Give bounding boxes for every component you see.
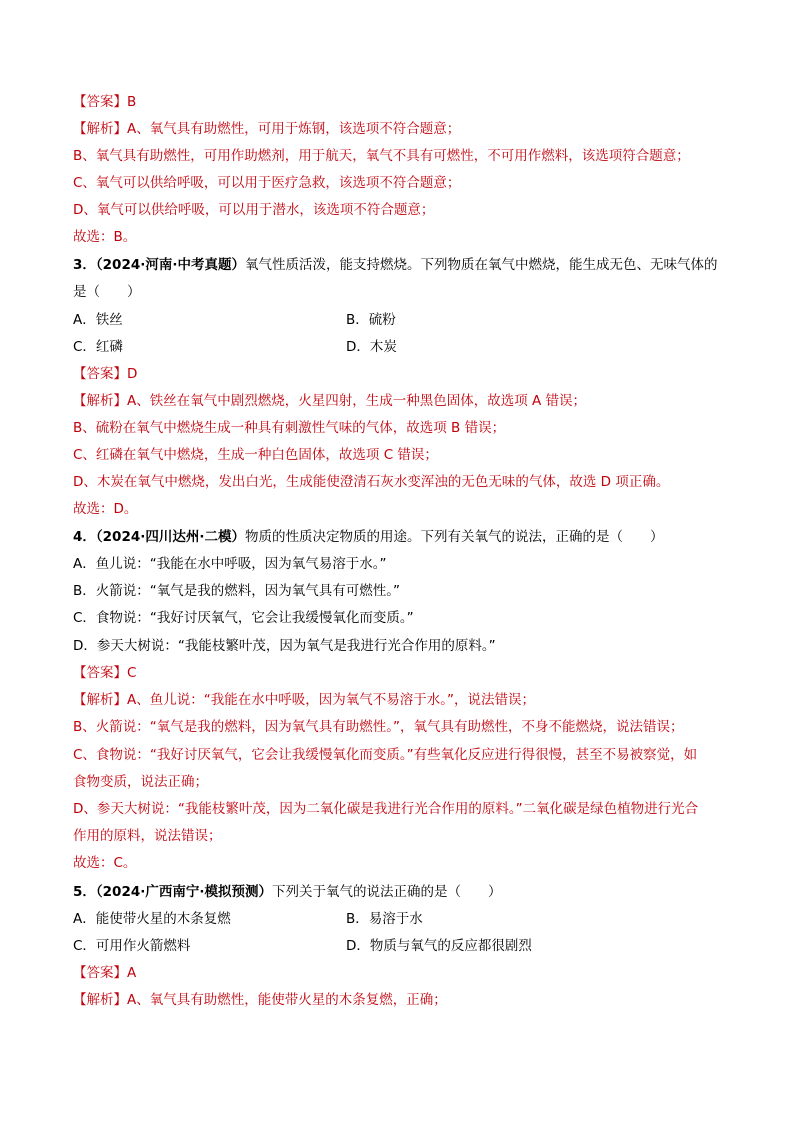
- q3-answer-line: [73, 364, 734, 384]
- q5-stem: [73, 882, 734, 902]
- analysis-text: C、氧气可以供给呼吸，可以用于医疗急救，该选项不符合题意；: [73, 175, 461, 191]
- answer-label: 【答案】: [73, 366, 127, 382]
- question-number: 4．: [73, 529, 96, 545]
- question-source: （2024·广西南宁·模拟预测）: [95, 884, 272, 900]
- q4-stem: [73, 527, 734, 547]
- conclusion-text: 故选：C。: [73, 855, 137, 871]
- analysis-text: 食物变质，说法正确；: [73, 774, 208, 790]
- answer-label: 【答案】: [73, 94, 127, 110]
- analysis-text: B、硫粉在氧气中燃烧生成一种具有刺激性气味的气体，故选项 B 错误；: [73, 420, 506, 436]
- question-text: 物质的性质决定物质的用途。下列有关氧气的说法，正确的是（ ）: [245, 529, 664, 545]
- analysis-text: A、氧气具有助燃性，可用于炼钢，该选项不符合题意；: [127, 121, 461, 137]
- answer-label: 【答案】: [73, 965, 127, 981]
- answer-value: B: [127, 94, 137, 110]
- q4-option-c: C．食物说：“我好讨厌氧气，它会让我缓慢氧化而变质。”: [73, 610, 414, 626]
- q5-option-a: A．能使带火星的木条复燃: [73, 911, 231, 927]
- q3-option-a: A．铁丝: [73, 312, 123, 328]
- q5-option-b: B．易溶于水: [346, 911, 423, 927]
- analysis-text: B、火箭说：“氧气是我的燃料，因为氧气具有助燃性。”，氧气具有助燃性，不身不能燃烧，说法错误；: [73, 719, 684, 735]
- q5-option-d: D．物质与氧气的反应都很剧烈: [346, 938, 532, 954]
- analysis-text: D、参天大树说：“我能枝繁叶茂，因为二氧化碳是我进行光合作用的原料。”二氧化碳是绿色植物进行光合: [73, 801, 699, 817]
- analysis-text: C、红磷在氧气中燃烧，生成一种白色固体，故选项 C 错误；: [73, 447, 438, 463]
- q3-option-b: B．硫粉: [346, 312, 396, 328]
- analysis-text: A、鱼儿说：“我能在水中呼吸，因为氧气不易溶于水。”，说法错误；: [127, 692, 535, 708]
- q3-stem-cont: 是（ ）: [73, 284, 141, 300]
- analysis-text: D、氧气可以供给呼吸，可以用于潜水，该选项不符合题意；: [73, 202, 435, 218]
- q5-option-c: C．可用作火箭燃料: [73, 938, 191, 954]
- analysis-label: 【解析】: [73, 393, 127, 409]
- q3-option-c: C．红磷: [73, 339, 123, 355]
- answer-label: 【答案】: [73, 665, 127, 681]
- analysis-text: D、木炭在氧气中燃烧，发出白光，生成能使澄清石灰水变浑浊的无色无味的气体，故选 D 项正确。: [73, 474, 670, 490]
- analysis-text: B、氧气具有助燃性，可用作助燃剂，用于航天，氧气不具有可燃性，不可用作燃料，该选项符合题意；: [73, 148, 690, 164]
- question-text: 下列关于氧气的说法正确的是（ ）: [272, 884, 502, 900]
- question-text: 氧气性质活泼，能支持燃烧。下列物质在氧气中燃烧，能生成无色、无味气体的: [245, 257, 718, 273]
- q3-stem: [73, 255, 734, 275]
- q4-option-b: B．火箭说：“氧气是我的燃料，因为氧气具有可燃性。”: [73, 583, 400, 599]
- answer-value: D: [127, 366, 138, 382]
- question-source: （2024·河南·中考真题）: [95, 257, 245, 273]
- analysis-text: 作用的原料，说法错误；: [73, 828, 222, 844]
- q4-option-d: D．参天大树说：“我能枝繁叶茂，因为氧气是我进行光合作用的原料。”: [73, 638, 496, 654]
- analysis-label: 【解析】: [73, 992, 127, 1008]
- q3-option-d: D．木炭: [346, 339, 397, 355]
- analysis-label: 【解析】: [73, 121, 127, 137]
- q3-analysis-line: [73, 391, 734, 411]
- q4-answer-line: [73, 663, 734, 683]
- conclusion-text: 故选：B。: [73, 229, 137, 245]
- q4-analysis-line: [73, 690, 734, 710]
- answer-value: A: [127, 965, 137, 981]
- analysis-label: 【解析】: [73, 692, 127, 708]
- analysis-text: A、氧气具有助燃性，能使带火星的木条复燃，正确；: [127, 992, 447, 1008]
- q2-analysis-line: [73, 119, 734, 139]
- analysis-text: A、铁丝在氧气中剧烈燃烧，火星四射，生成一种黑色固体，故选项 A 错误；: [127, 393, 587, 409]
- analysis-text: C、食物说：“我好讨厌氧气，它会让我缓慢氧化而变质。”有些氧化反应进行得很慢，甚至不易被察觉，如: [73, 747, 698, 763]
- question-number: 3．: [73, 257, 96, 273]
- q5-analysis-line: [73, 990, 734, 1010]
- question-number: 5．: [73, 884, 96, 900]
- q5-answer-line: [73, 963, 734, 983]
- conclusion-text: 故选：D。: [73, 501, 138, 517]
- answer-value: C: [127, 665, 137, 681]
- question-source: （2024·四川达州·二模）: [95, 529, 245, 545]
- q4-option-a: A．鱼儿说：“我能在水中呼吸，因为氧气易溶于水。”: [73, 556, 387, 572]
- q2-answer-line: [73, 92, 734, 112]
